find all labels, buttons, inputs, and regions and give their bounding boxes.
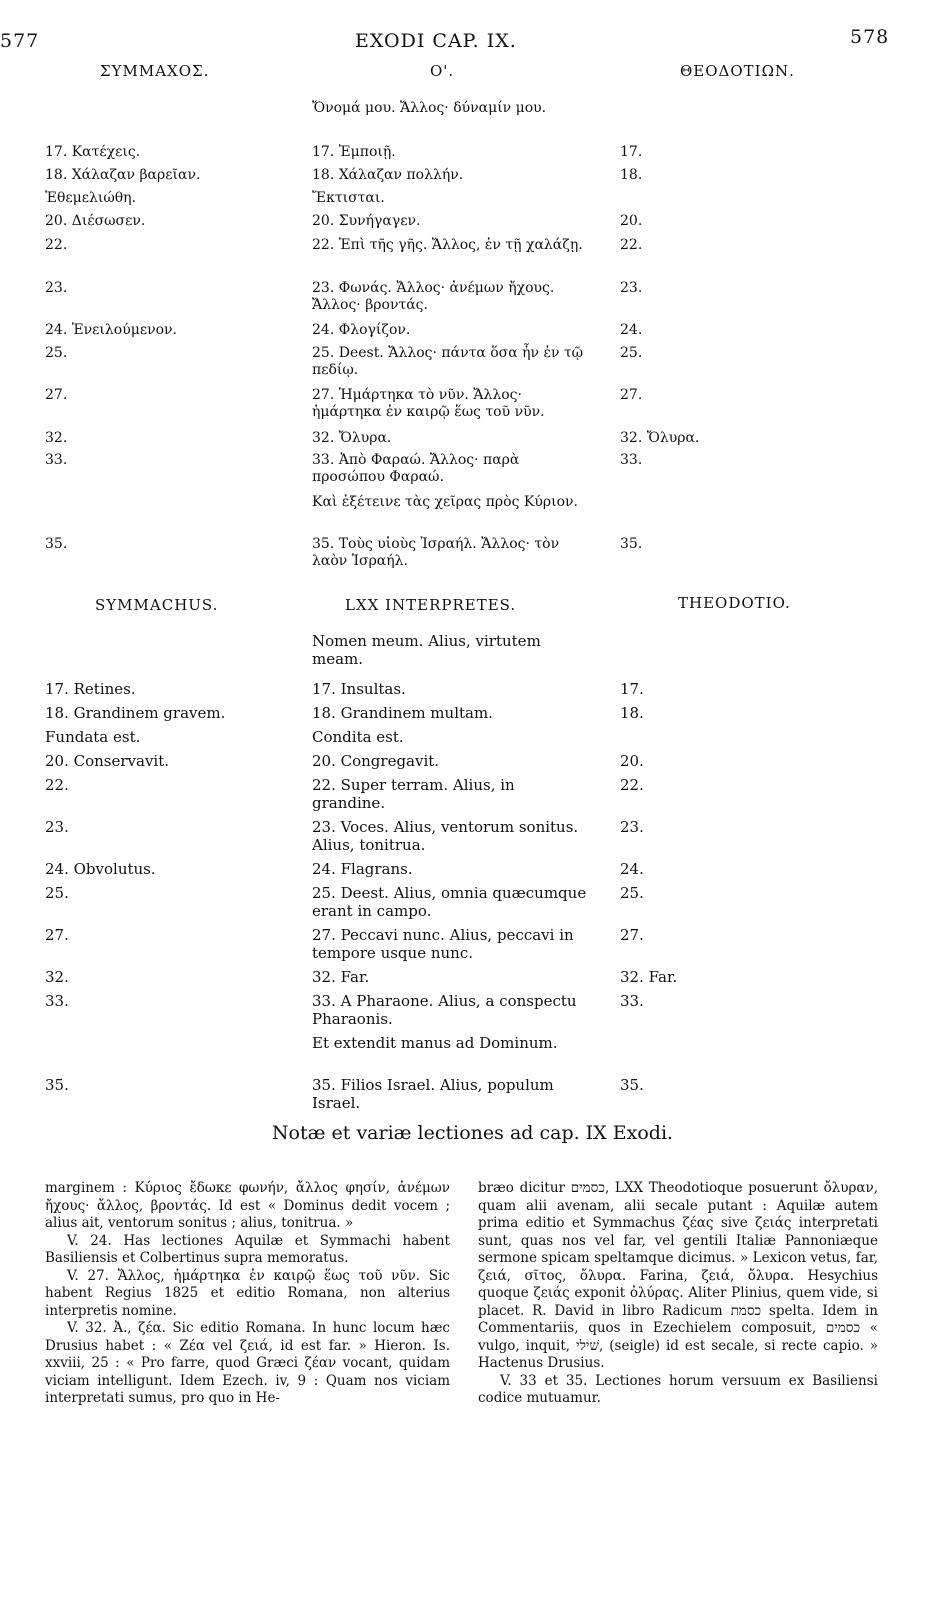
latin-lxx-cell: 33. A Pharaone. Alius, a conspectu Pharaonis.	[312, 992, 577, 1028]
latin-symmachus-cell: 18. Grandinem gravem.	[45, 704, 226, 722]
greek-theodotion-cell: 35.	[620, 536, 643, 552]
latin-theodotio-cell: 20.	[620, 752, 644, 770]
latin-theodotio-cell: 18.	[620, 704, 644, 722]
latin-col-lxx-heading: LXX INTERPRETES.	[345, 596, 517, 614]
latin-lxx-cell: Condita est.	[312, 728, 404, 746]
latin-lxx-cell: 27. Peccavi nunc. Alius, peccavi in tempore usque nunc.	[312, 926, 574, 962]
latin-symmachus-cell: Fundata est.	[45, 728, 141, 746]
greek-symmachus-cell: 24. Ἐνειλούμενον.	[45, 322, 177, 338]
greek-symmachus-cell: 22.	[45, 237, 68, 253]
page-number-left: 577	[0, 30, 40, 52]
latin-theodotio-cell: 17.	[620, 680, 644, 698]
greek-lxx-cell: Καὶ ἐξέτεινε τὰς χεῖρας πρὸς Κύριον.	[312, 494, 578, 510]
latin-theodotio-cell: 23.	[620, 818, 644, 836]
greek-symmachus-cell: 35.	[45, 536, 68, 552]
greek-lxx-cell: Ὄνομά μου. Ἄλλος· δύναμίν μου.	[312, 100, 547, 116]
latin-theodotio-cell: 32. Far.	[620, 968, 678, 986]
greek-theodotion-cell: 22.	[620, 237, 643, 253]
greek-symmachus-cell: 18. Χάλαζαν βαρεῖαν.	[45, 167, 201, 183]
greek-col-lxx-heading: Ο'.	[430, 62, 455, 80]
running-title: EXODI CAP. IX.	[355, 30, 517, 52]
greek-lxx-cell: 23. Φωνάς. Ἄλλος· ἀνέμων ἤχους. Ἄλλος· βροντάς.	[312, 280, 555, 313]
latin-theodotio-cell: 22.	[620, 776, 644, 794]
greek-theodotion-cell: 24.	[620, 322, 643, 338]
greek-theodotion-cell: 23.	[620, 280, 643, 296]
latin-theodotio-cell: 35.	[620, 1076, 644, 1094]
greek-lxx-cell: 35. Τοὺς υἱοὺς Ἰσραήλ. Ἄλλος· τὸν λαὸν Ἰσραήλ.	[312, 536, 560, 569]
note-paragraph: V. 32. Ἀ., ζέα. Sic editio Romana. In hunc locum hæc Drusius habet : « Ζέα vel ζειά, id est far. » Hieron. Is. xxviii, 25 : « Pro farre, quod Græci ζέαν vocant, quidam viciam intelligunt. Idem Ezech. iv, 9 : Quam nos viciam interpretati sumus, pro quo in He-	[45, 1320, 450, 1406]
greek-lxx-cell: 32. Ὄλυρα.	[312, 430, 392, 446]
greek-symmachus-cell: 25.	[45, 345, 68, 361]
greek-lxx-cell: Ἔκτισται.	[312, 190, 385, 206]
notes-right-column	[478, 1180, 878, 1408]
latin-symmachus-cell: 24. Obvolutus.	[45, 860, 156, 878]
latin-symmachus-cell: 25.	[45, 884, 69, 902]
greek-lxx-cell: 22. Ἐπὶ τῆς γῆς. Ἄλλος, ἐν τῇ χαλάζῃ.	[312, 237, 583, 253]
greek-theodotion-cell: 25.	[620, 345, 643, 361]
latin-lxx-cell: 23. Voces. Alius, ventorum sonitus. Alius, tonitrua.	[312, 818, 579, 854]
page-number-right: 578	[850, 26, 890, 48]
notes-left-column	[45, 1180, 450, 1408]
note-paragraph: V. 27. Ἄλλος, ἡμάρτηκα ἐν καιρῷ ἕως τοῦ νῦν. Sic habent Regius 1825 et editio Romana, non alterius interpretis nomine.	[45, 1267, 450, 1319]
latin-lxx-cell: 17. Insultas.	[312, 680, 406, 698]
greek-theodotion-cell: 32. Ὄλυρα.	[620, 430, 700, 446]
latin-col-theodotio-heading: THEODOTIO.	[678, 594, 791, 612]
latin-symmachus-cell: 20. Conservavit.	[45, 752, 170, 770]
latin-lxx-cell: 18. Grandinem multam.	[312, 704, 493, 722]
greek-theodotion-cell: 18.	[620, 167, 643, 183]
note-paragraph: V. 33 et 35. Lectiones horum versuum ex Basiliensi codice mutuamur.	[478, 1372, 878, 1406]
latin-symmachus-cell: 27.	[45, 926, 69, 944]
latin-lxx-cell: 22. Super terram. Alius, in grandine.	[312, 776, 515, 812]
latin-symmachus-cell: 23.	[45, 818, 69, 836]
greek-lxx-cell: 17. Ἐμποιῇ.	[312, 144, 396, 160]
note-paragraph: bræo dicitur כסמים, LXX Theodotioque posuerunt ὄλυραν, quam alii avenam, alii secale putant : Aquilæ autem prima editio et Symmachus ζέας sive ζειάς interpretati sunt, quas nos vel far, vel gentili Italiæ Pannoniæque sermone spicam speltamque dicimus. » Lexicon vetus, far, ζειά, σῖτος, ὄλυρα. Farina, ζειά, ὄλυρα. Hesychius quoque ζειάς exponit ὀλύρας. Aliter Plinius, quem vide, si placet. R. David in libro Radicum כסמת spelta. Idem in Commentariis, quos in Ezechielem composuit, כסמים « vulgo, inquit, שׁילי, (seigle) id est secale, si recte capio. » Hactenus Drusius.	[478, 1180, 879, 1371]
greek-symmachus-cell: 17. Κατέχεις.	[45, 144, 141, 160]
greek-symmachus-cell: Ἐθεμελιώθη.	[45, 190, 137, 206]
greek-theodotion-cell: 20.	[620, 213, 643, 229]
latin-theodotio-cell: 33.	[620, 992, 644, 1010]
notes-heading: Notæ et variæ lectiones ad cap. IX Exodi.	[271, 1122, 674, 1144]
greek-lxx-cell: 25. Deest. Ἄλλος· πάντα ὅσα ἦν ἐν τῷ πεδίῳ.	[312, 345, 584, 378]
latin-theodotio-cell: 24.	[620, 860, 644, 878]
latin-lxx-cell: Et extendit manus ad Dominum.	[312, 1034, 558, 1052]
greek-lxx-cell: 33. Ἀπὸ Φαραώ. Ἄλλος· παρὰ προσώπου Φαραώ.	[312, 452, 520, 485]
greek-lxx-cell: 18. Χάλαζαν πολλήν.	[312, 167, 464, 183]
latin-theodotio-cell: 27.	[620, 926, 644, 944]
latin-col-symmachus-heading: SYMMACHUS.	[95, 596, 219, 614]
latin-lxx-cell: 25. Deest. Alius, omnia quæcumque erant in campo.	[312, 884, 587, 920]
latin-theodotio-cell: 25.	[620, 884, 644, 902]
latin-lxx-cell: 32. Far.	[312, 968, 370, 986]
latin-lxx-cell: 24. Flagrans.	[312, 860, 413, 878]
greek-theodotion-cell: 33.	[620, 452, 643, 468]
latin-lxx-cell: 35. Filios Israel. Alius, populum Israel.	[312, 1076, 554, 1112]
greek-lxx-cell: 20. Συνήγαγεν.	[312, 213, 421, 229]
greek-symmachus-cell: 23.	[45, 280, 68, 296]
greek-symmachus-cell: 32.	[45, 430, 68, 446]
latin-lxx-cell: 20. Congregavit.	[312, 752, 440, 770]
greek-col-theodotion-heading: ΘΕΟΔΟΤΙΩΝ.	[680, 62, 795, 80]
latin-symmachus-cell: 22.	[45, 776, 69, 794]
greek-theodotion-cell: 27.	[620, 387, 643, 403]
greek-theodotion-cell: 17.	[620, 144, 643, 160]
greek-symmachus-cell: 20. Διέσωσεν.	[45, 213, 146, 229]
note-paragraph: V. 24. Has lectiones Aquilæ et Symmachi habent Basiliensis et Colbertinus supra memoratus.	[45, 1232, 450, 1266]
latin-symmachus-cell: 32.	[45, 968, 69, 986]
greek-symmachus-cell: 27.	[45, 387, 68, 403]
latin-lxx-cell: Nomen meum. Alius, virtutem meam.	[312, 632, 541, 668]
greek-lxx-cell: 24. Φλογίζον.	[312, 322, 411, 338]
latin-symmachus-cell: 33.	[45, 992, 69, 1010]
note-paragraph: marginem : Κύριος ἔδωκε φωνήν, ἄλλος φησίν, ἀνέμων ἤχους· ἄλλος, βροντάς. Id est « Dominus dedit vocem ; alius ait, ventorum sonitus ; alius, tonitrua. »	[45, 1180, 450, 1231]
greek-symmachus-cell: 33.	[45, 452, 68, 468]
latin-symmachus-cell: 17. Retines.	[45, 680, 136, 698]
greek-lxx-cell: 27. Ἡμάρτηκα τὸ νῦν. Ἄλλος· ἡμάρτηκα ἐν καιρῷ ἕως τοῦ νῦν.	[312, 387, 545, 420]
greek-col-symmachus-heading: ΣΥΜΜΑΧΟΣ.	[100, 62, 210, 80]
latin-symmachus-cell: 35.	[45, 1076, 69, 1094]
